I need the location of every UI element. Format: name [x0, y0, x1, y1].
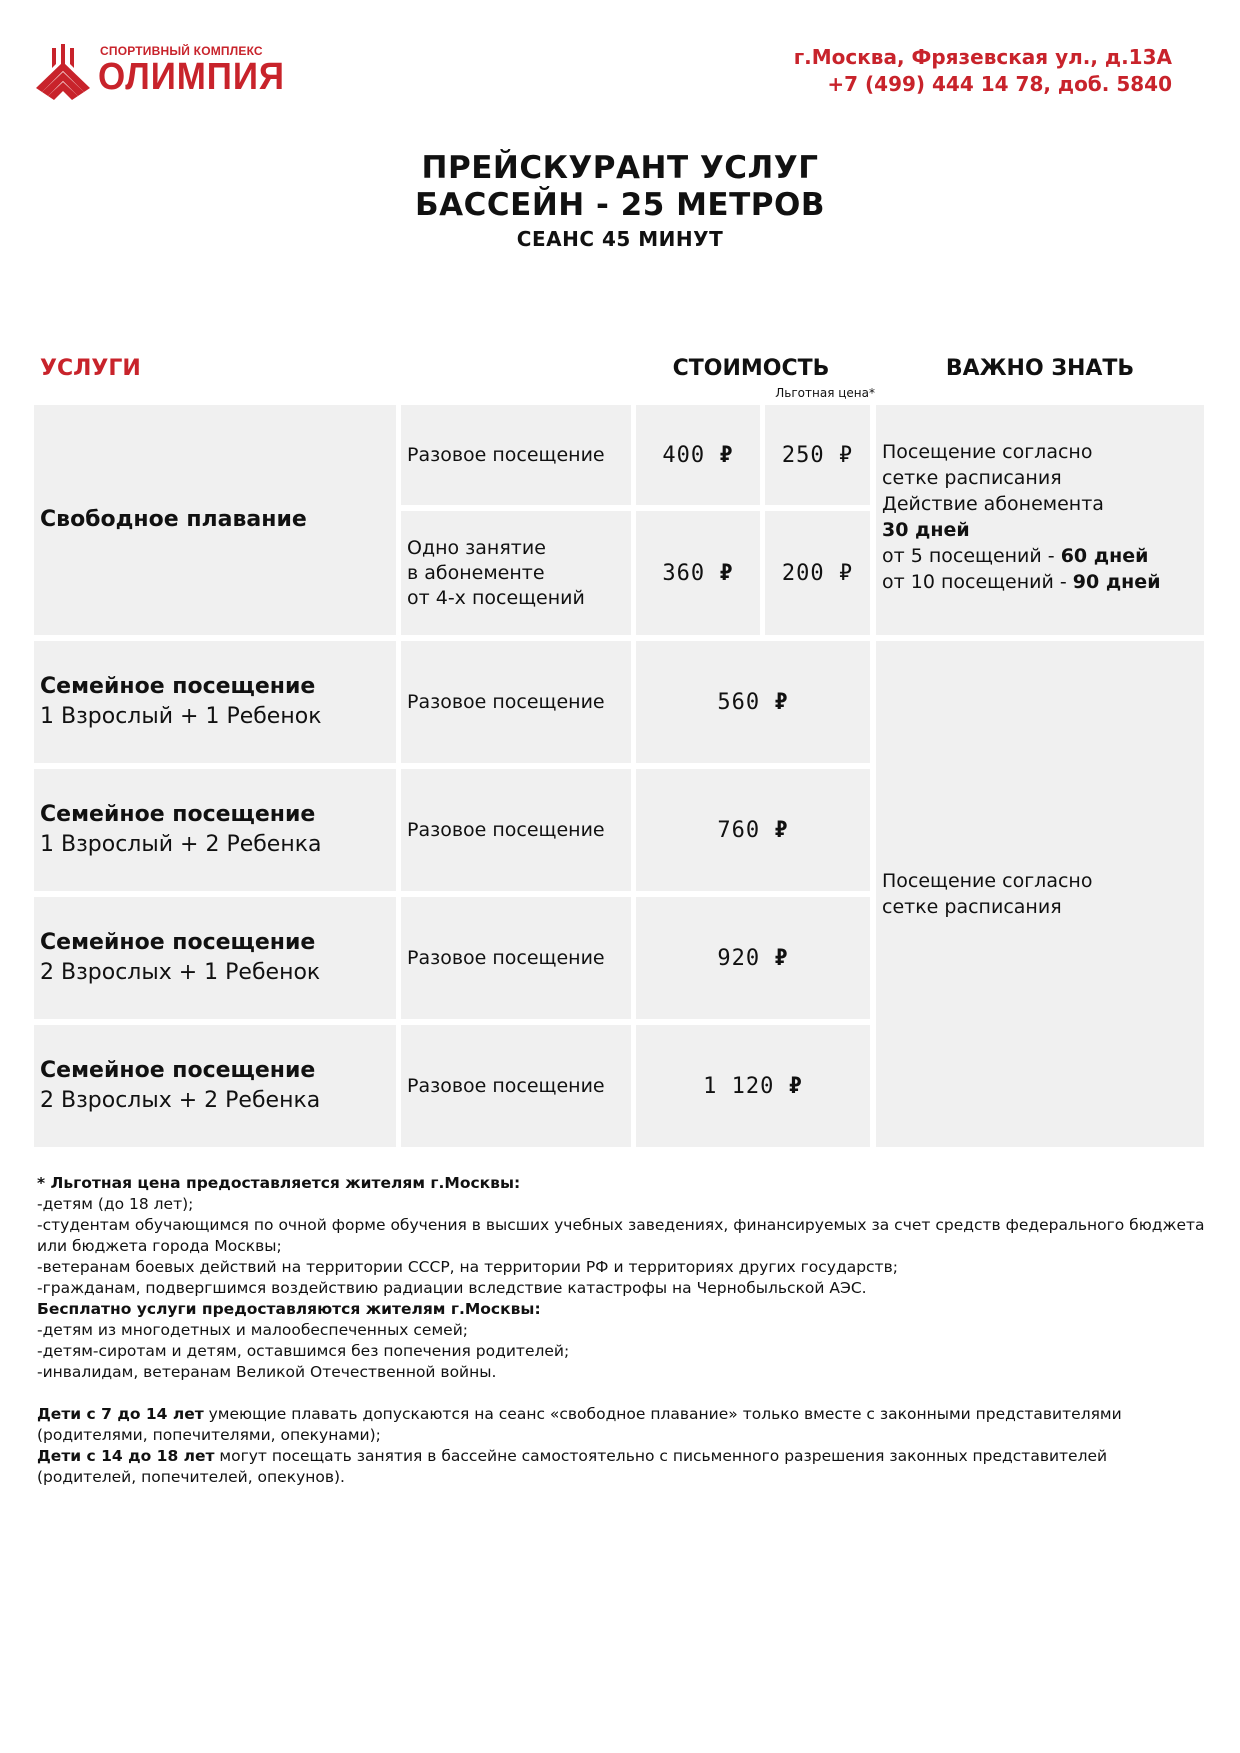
- list-item: -детям-сиротам и детям, оставшимся без попечения родителей;: [37, 1342, 570, 1360]
- price-subscription: 360 ₽: [636, 511, 760, 635]
- list-item: -гражданам, подвергшимся воздействию радиации вследствие катастрофы на Чернобыльской АЭС.: [37, 1279, 867, 1297]
- footnotes: [37, 1173, 1207, 1488]
- title-line-3: СЕАНС 45 МИНУТ: [516, 227, 724, 251]
- price-family-4: 1 120 ₽: [636, 1025, 870, 1147]
- price-family-1: 560 ₽: [636, 641, 870, 763]
- address: г.Москва, Фрязевская ул., д.13А: [793, 45, 1172, 69]
- kids-note-1: Дети с 7 до 14 лет умеющие плавать допускаются на сеанс «свободное плавание» только вместе с законными представителями (родителями, попечителями, опекунами);: [37, 1405, 1122, 1444]
- kids-note-2: Дети с 14 до 18 лет могут посещать занятия в бассейне самостоятельно с письменного разрешения законных представителей (родителей, попечителей, опекунов).: [37, 1447, 1108, 1486]
- list-item: -детям (до 18 лет);: [37, 1195, 194, 1213]
- title-line-2: БАССЕЙН - 25 МЕТРОВ: [415, 187, 825, 223]
- visit-type-family-2: Разовое посещение: [401, 769, 631, 891]
- price-single: 400 ₽: [636, 405, 760, 505]
- price-family-3: 920 ₽: [636, 897, 870, 1019]
- logo-title: ОЛИМПИЯ: [98, 56, 285, 98]
- service-free-swim: [34, 405, 396, 635]
- ruble-icon: ₽: [788, 1073, 803, 1099]
- ruble-icon: ₽: [774, 689, 789, 715]
- list-item: -инвалидам, ветеранам Великой Отечественной войны.: [37, 1363, 497, 1381]
- service-family-2: Семейное посещение 1 Взрослый + 2 Ребенка: [34, 769, 396, 891]
- ruble-icon: ₽: [719, 560, 734, 586]
- page-title: [0, 150, 1240, 254]
- price-single-discount: 250 ₽: [765, 405, 870, 505]
- ruble-icon: ₽: [774, 817, 789, 843]
- service-family-4: Семейное посещение 2 Взрослых + 2 Ребенка: [34, 1025, 396, 1147]
- logo-subtitle: СПОРТИВНЫЙ КОМПЛЕКС: [100, 44, 263, 58]
- service-family-3: Семейное посещение 2 Взрослых + 1 Ребенок: [34, 897, 396, 1019]
- price-family-2: 760 ₽: [636, 769, 870, 891]
- logo: [34, 42, 285, 106]
- visit-type-family-1: Разовое посещение: [401, 641, 631, 763]
- free-title: Бесплатно услуги предоставляются жителям г.Москвы:: [37, 1300, 541, 1318]
- price-subscription-discount: 200 ₽: [765, 511, 870, 635]
- header-cost-note: Льготная цена*: [775, 386, 875, 400]
- service-name: Свободное плавание: [40, 507, 307, 532]
- visit-type-family-4: Разовое посещение: [401, 1025, 631, 1147]
- header-services: УСЛУГИ: [40, 356, 141, 381]
- visit-type-single: Разовое посещение: [401, 405, 631, 505]
- contacts: [794, 44, 1172, 98]
- ruble-icon: ₽: [838, 560, 854, 586]
- list-item: -детям из многодетных и малообеспеченных семей;: [37, 1321, 468, 1339]
- header-info: ВАЖНО ЗНАТЬ: [945, 356, 1135, 381]
- service-family-1: Семейное посещение 1 Взрослый + 1 Ребенок: [34, 641, 396, 763]
- header-cost: СТОИМОСТЬ: [672, 356, 830, 381]
- discount-title: * Льготная цена предоставляется жителям г.Москвы:: [37, 1174, 521, 1192]
- logo-icon: [34, 44, 92, 100]
- phone: +7 (499) 444 14 78, доб. 5840: [827, 72, 1172, 96]
- list-item: -ветеранам боевых действий на территории СССР, на территории РФ и территориях других государств;: [37, 1258, 898, 1276]
- ruble-icon: ₽: [719, 442, 734, 468]
- visit-type-subscription: Одно занятие в абонементе от 4-х посещений: [401, 511, 631, 635]
- info-free-swim: Посещение согласно сетке расписания Действие абонемента 30 дней от 5 посещений - 60 дней от 10 посещений - 90 дней: [876, 405, 1204, 635]
- ruble-icon: ₽: [838, 442, 854, 468]
- ruble-icon: ₽: [774, 945, 789, 971]
- info-family: Посещение согласно сетке расписания: [876, 641, 1204, 1147]
- title-line-1: ПРЕЙСКУРАНТ УСЛУГ: [421, 150, 819, 186]
- list-item: -студентам обучающимся по очной форме обучения в высших учебных заведениях, финансируемых за счет средств федерального бюджета или бюджета города Москвы;: [37, 1216, 1205, 1255]
- visit-type-family-3: Разовое посещение: [401, 897, 631, 1019]
